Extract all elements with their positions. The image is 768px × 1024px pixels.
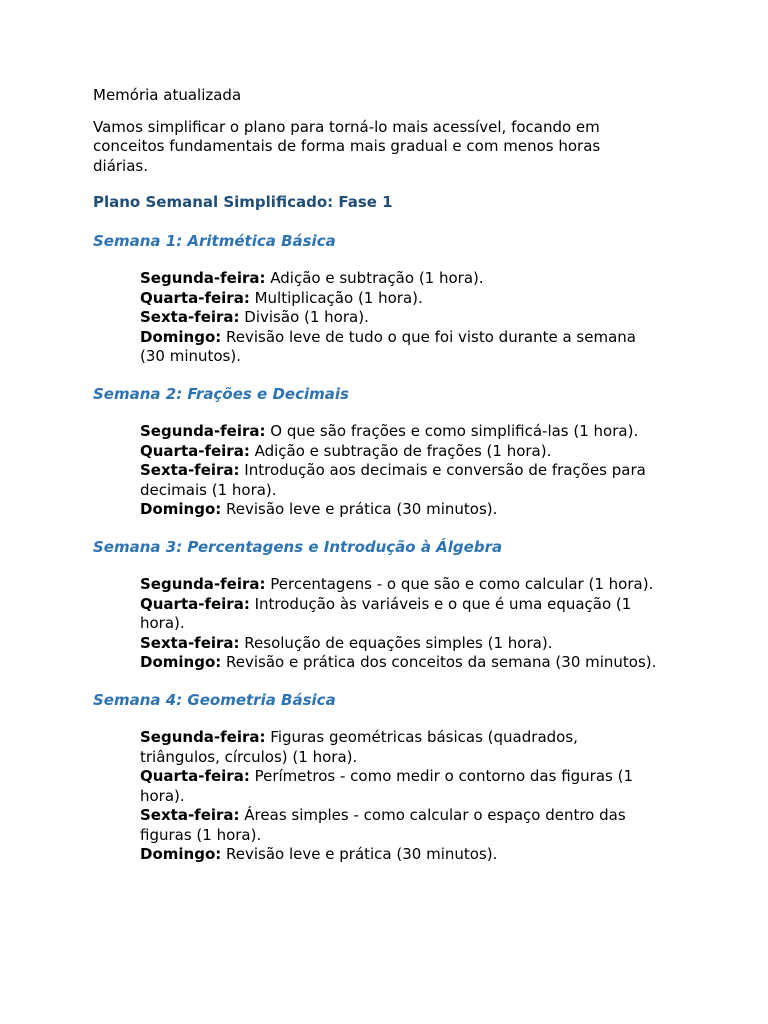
- day-item-sexta: [140, 308, 660, 328]
- day-description: Revisão leve e prática (30 minutos).: [221, 845, 498, 863]
- day-list: [140, 269, 660, 367]
- day-description: Revisão e prática dos conceitos da semana (30 minutos).: [221, 653, 657, 671]
- document-page: [93, 86, 657, 883]
- day-name: Segunda-feira:: [140, 422, 266, 440]
- day-item-segunda: [140, 422, 660, 442]
- day-item-sexta: [140, 461, 660, 500]
- day-item-segunda: [140, 269, 660, 289]
- day-description: Adição e subtração de frações (1 hora).: [249, 441, 552, 460]
- day-list: [140, 728, 660, 865]
- day-list: [140, 422, 660, 520]
- day-name: Domingo:: [140, 845, 222, 863]
- day-item-domingo: [140, 328, 660, 367]
- day-description: Perímetros - como medir o contorno das figuras (1 hora).: [140, 767, 634, 805]
- day-description: Áreas simples - como calcular o espaço dentro das figuras (1 hora).: [140, 806, 626, 844]
- day-name: Sexta-feira:: [140, 461, 240, 479]
- day-item-quarta: [140, 442, 660, 462]
- day-description: Percentagens - o que são e como calcular (1 hora).: [265, 575, 654, 593]
- week-title: Semana 2: Frações e Decimais: [93, 384, 349, 403]
- day-description: Revisão leve de tudo o que foi visto durante a semana (30 minutos).: [140, 327, 636, 365]
- day-description: Introdução aos decimais e conversão de frações para decimais (1 hora).: [140, 461, 646, 499]
- day-description: Revisão leve e prática (30 minutos).: [221, 500, 498, 518]
- day-name: Segunda-feira:: [140, 728, 266, 746]
- day-name: Sexta-feira:: [140, 806, 240, 824]
- week-title: Semana 4: Geometria Básica: [93, 690, 336, 709]
- intro-paragraph: Vamos simplificar o plano para torná-lo mais acessível, focando em conceitos fundamentais de forma mais gradual e com menos horas diárias.: [93, 117, 601, 175]
- day-name: Quarta-feira:: [140, 441, 250, 460]
- week-section-1: [93, 232, 653, 367]
- day-item-segunda: [140, 728, 660, 767]
- day-item-segunda: [140, 575, 660, 595]
- day-description: Multiplicação (1 hora).: [249, 288, 423, 307]
- week-section-3: [93, 537, 657, 673]
- day-item-domingo: [140, 845, 660, 865]
- day-item-sexta: [140, 634, 660, 654]
- day-item-domingo: [140, 653, 660, 673]
- day-name: Segunda-feira:: [140, 575, 266, 593]
- day-name: Domingo:: [140, 500, 222, 518]
- day-item-quarta: [140, 767, 660, 806]
- day-description: Divisão (1 hora).: [239, 308, 369, 326]
- day-name: Sexta-feira:: [140, 308, 240, 326]
- day-item-sexta: [140, 806, 660, 845]
- memory-note: Memória atualizada: [93, 86, 242, 104]
- week-section-4: [93, 691, 653, 865]
- week-title: Semana 1: Aritmética Básica: [93, 231, 336, 250]
- day-name: Segunda-feira:: [140, 269, 266, 287]
- day-description: O que são frações e como simplificá-las (1 hora).: [265, 422, 639, 440]
- day-name: Sexta-feira:: [140, 633, 240, 652]
- day-name: Domingo:: [140, 653, 222, 671]
- day-description: Figuras geométricas básicas (quadrados, triângulos, círculos) (1 hora).: [140, 728, 578, 766]
- week-section-2: [93, 385, 653, 520]
- day-item-quarta: [140, 595, 660, 634]
- day-item-domingo: [140, 500, 660, 520]
- day-name: Quarta-feira:: [140, 288, 250, 307]
- week-title: Semana 3: Percentagens e Introdução à Álgebra: [93, 537, 503, 556]
- day-description: Introdução às variáveis e o que é uma equação (1 hora).: [140, 594, 632, 632]
- day-list: [140, 575, 660, 673]
- day-description: Adição e subtração (1 hora).: [265, 269, 484, 287]
- day-name: Quarta-feira:: [140, 767, 250, 785]
- day-name: Domingo:: [140, 327, 222, 346]
- day-item-quarta: [140, 289, 660, 309]
- plan-title: Plano Semanal Simplificado: Fase 1: [93, 193, 393, 211]
- day-description: Resolução de equações simples (1 hora).: [239, 633, 553, 652]
- day-name: Quarta-feira:: [140, 594, 250, 613]
